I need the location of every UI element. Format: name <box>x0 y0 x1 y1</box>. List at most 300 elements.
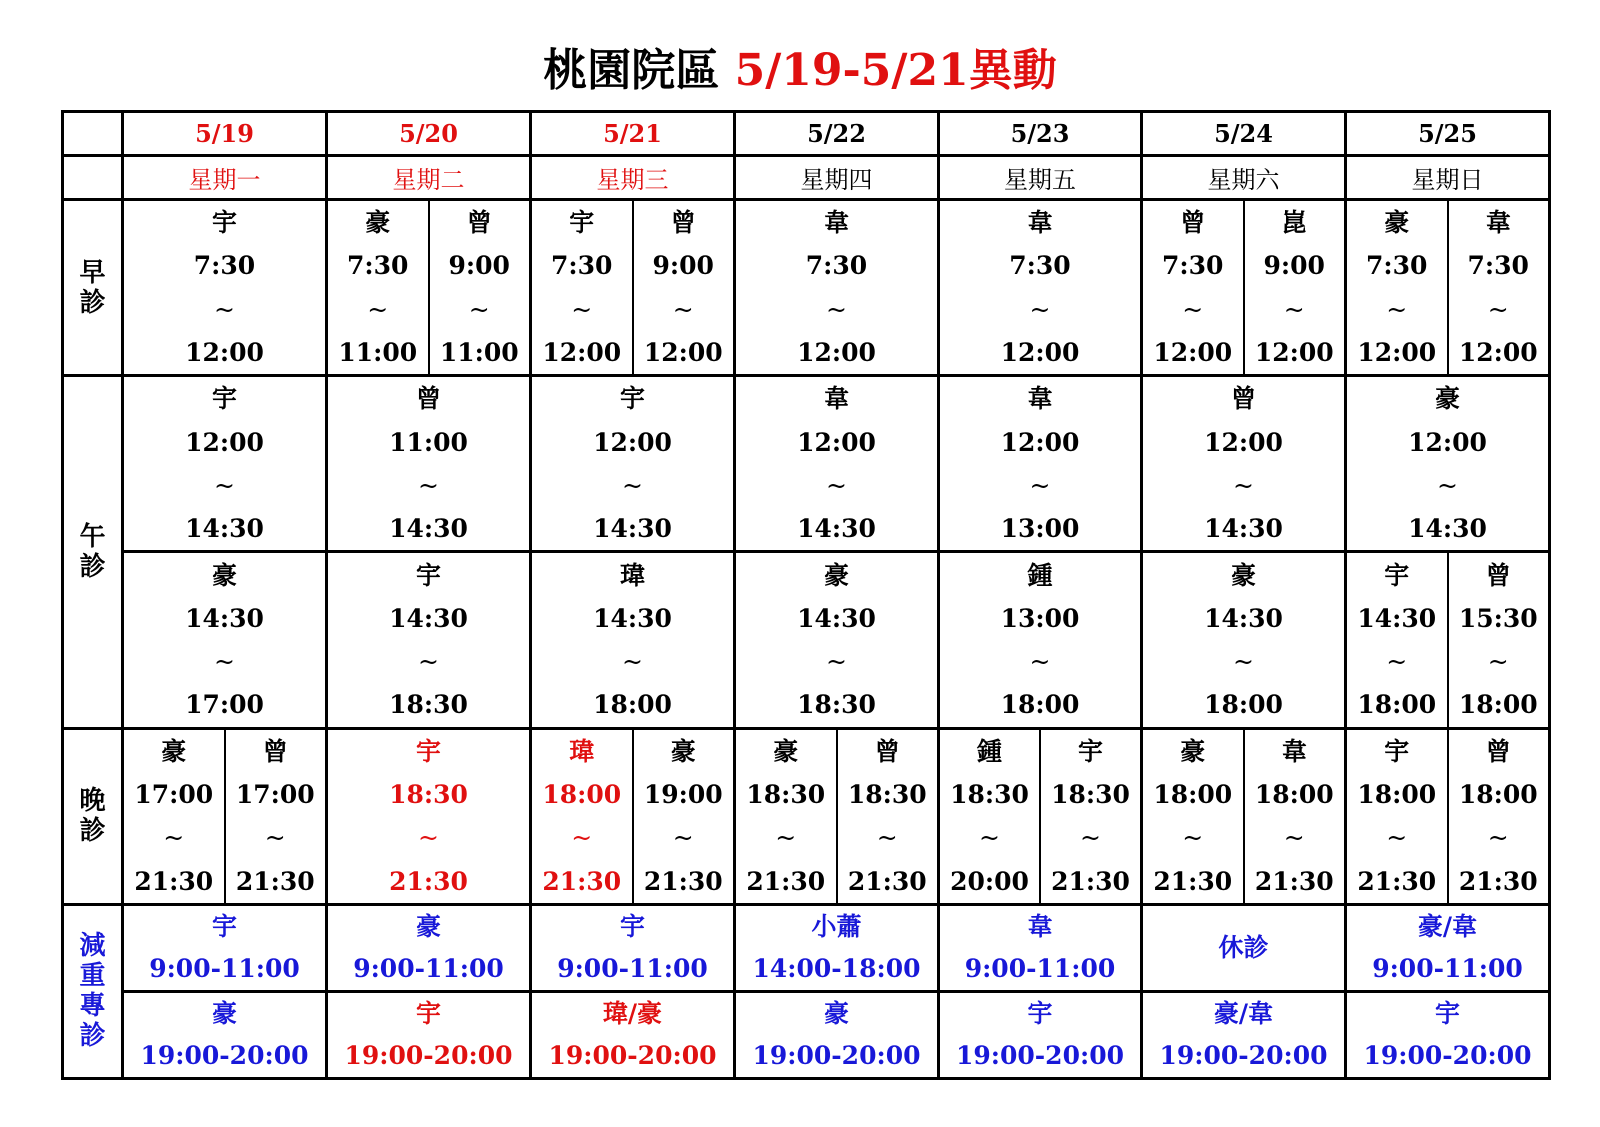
doctor-name: 瑋 <box>569 736 595 766</box>
slot-group <box>532 377 733 550</box>
time-separator: ~ <box>1283 294 1305 324</box>
time-separator: ~ <box>418 470 439 500</box>
start-time: 7:30 <box>805 251 868 281</box>
schedule-slot <box>1447 201 1549 374</box>
schedule-table <box>61 110 1551 1080</box>
schedule-cell <box>123 728 327 904</box>
doctor-name: 豪 <box>773 736 799 766</box>
end-time: 21:30 <box>134 866 214 896</box>
doctor-name: 豪 <box>670 736 696 766</box>
schedule-slot <box>532 201 632 374</box>
schedule-slot <box>1243 201 1345 374</box>
end-time: 14:30 <box>185 514 264 544</box>
reduction-slot <box>328 906 529 990</box>
reduction-cell <box>1346 904 1550 991</box>
start-time: 14:30 <box>185 603 264 633</box>
clinic-time: 19:00-20:00 <box>548 1040 717 1070</box>
start-time: 7:30 <box>193 251 256 281</box>
clinic-time: 9:00-11:00 <box>964 953 1116 983</box>
schedule-slot <box>124 377 325 550</box>
schedule-slot <box>1347 553 1447 726</box>
schedule-slot <box>1039 730 1140 903</box>
schedule-slot <box>1347 730 1447 903</box>
reduction-cell <box>939 904 1142 991</box>
end-time: 13:00 <box>1000 514 1080 544</box>
doctor-name: 瑋 <box>619 560 645 590</box>
slot-group <box>328 201 529 374</box>
reduction-row-1 <box>63 904 1550 991</box>
schedule-cell <box>939 728 1142 904</box>
time-separator: ~ <box>672 294 694 324</box>
end-time: 14:30 <box>1204 514 1283 544</box>
end-time: 18:00 <box>1204 690 1283 720</box>
start-time: 14:30 <box>593 603 672 633</box>
time-separator: ~ <box>418 823 439 853</box>
start-time: 12:00 <box>1408 427 1487 457</box>
reduction-slot <box>532 993 733 1077</box>
reduction-slot <box>940 906 1140 990</box>
doctor-name: 豪 <box>823 560 849 590</box>
date-row <box>63 112 1550 156</box>
start-time: 9:00 <box>1263 251 1325 281</box>
schedule-slot <box>632 201 734 374</box>
doctor-name: 宇 <box>619 911 645 941</box>
start-time: 17:00 <box>235 780 315 809</box>
slot-group <box>1143 377 1344 550</box>
clinic-time: 9:00-11:00 <box>557 953 708 983</box>
doctor-name: 宇 <box>1027 998 1053 1028</box>
doctor-name: 崑 <box>1281 208 1307 238</box>
slot-group <box>736 201 937 374</box>
start-time: 18:00 <box>1153 780 1233 809</box>
reduction-cell <box>531 991 735 1078</box>
doctor-name: 豪 <box>823 998 849 1028</box>
doctor-name: 宇 <box>211 208 237 238</box>
weekday-cell: 星期三 <box>531 156 735 200</box>
clinic-time: 9:00-11:00 <box>1372 953 1523 983</box>
doctor-name: 豪 <box>1434 384 1460 414</box>
doctor-name: 鍾 <box>976 736 1002 766</box>
start-time: 12:00 <box>593 427 672 457</box>
reduction-cell <box>531 904 735 991</box>
doctor-name: 曾 <box>1230 384 1256 414</box>
schedule-slot <box>328 730 529 903</box>
weekday-cell: 星期五 <box>939 156 1142 200</box>
doctor-name: 宇 <box>1434 998 1460 1028</box>
reduction-slot <box>532 906 733 990</box>
session-label-text: 早診 <box>79 257 106 318</box>
reduction-slot <box>124 906 325 990</box>
schedule-cell <box>735 376 939 552</box>
schedule-slot <box>428 201 530 374</box>
schedule-slot <box>224 730 326 903</box>
doctor-name: 豪 <box>211 560 237 590</box>
time-separator: ~ <box>264 823 286 853</box>
time-separator: ~ <box>1487 647 1509 677</box>
start-time: 18:00 <box>542 780 622 809</box>
slot-group <box>940 201 1140 374</box>
clinic-time: 19:00-20:00 <box>140 1040 309 1070</box>
doctor-name: 豪 <box>1384 208 1410 238</box>
reduction-slot <box>940 993 1140 1077</box>
schedule-slot <box>532 730 632 903</box>
schedule-cell <box>123 376 327 552</box>
weekday-cell: 星期一 <box>123 156 327 200</box>
time-separator: ~ <box>1386 823 1408 853</box>
date-cell: 5/20 <box>327 112 531 156</box>
schedule-cell <box>531 376 735 552</box>
slot-group <box>1347 730 1548 903</box>
schedule-cell <box>531 552 735 728</box>
date-cell: 5/22 <box>735 112 939 156</box>
end-time: 21:30 <box>746 866 826 896</box>
schedule-slot <box>940 730 1039 903</box>
time-separator: ~ <box>775 823 797 853</box>
date-cell: 5/25 <box>1346 112 1550 156</box>
time-separator: ~ <box>214 647 235 677</box>
time-separator: ~ <box>1233 470 1254 500</box>
start-time: 18:30 <box>847 780 927 809</box>
schedule-cell <box>939 200 1142 376</box>
clinic-time: 9:00-11:00 <box>353 953 504 983</box>
corner-cell <box>63 112 123 156</box>
date-cell: 5/24 <box>1142 112 1346 156</box>
end-time: 11:00 <box>338 338 418 368</box>
time-separator: ~ <box>622 470 643 500</box>
schedule-cell <box>1142 376 1346 552</box>
slot-group <box>328 377 529 550</box>
slot-group <box>736 553 937 726</box>
time-separator: ~ <box>1182 294 1204 324</box>
doctor-name: 曾 <box>415 384 441 414</box>
end-time: 21:30 <box>1458 866 1538 896</box>
schedule-slot <box>940 553 1140 726</box>
time-separator: ~ <box>1029 294 1051 324</box>
end-time: 12:00 <box>1458 338 1538 368</box>
end-time: 21:30 <box>1254 866 1334 896</box>
end-time: 12:00 <box>185 338 264 368</box>
start-time: 14:30 <box>797 603 876 633</box>
slot-group <box>124 730 325 903</box>
schedule-cell <box>735 200 939 376</box>
start-time: 14:30 <box>1357 603 1437 633</box>
reduction-cell <box>735 991 939 1078</box>
schedule-cell <box>939 552 1142 728</box>
time-separator: ~ <box>1487 294 1509 324</box>
start-time: 14:30 <box>389 603 468 633</box>
session-label-text: 午診 <box>79 521 106 582</box>
end-time: 20:00 <box>950 866 1029 896</box>
doctor-name: 曾 <box>1180 208 1206 238</box>
schedule-slot <box>328 201 428 374</box>
slot-group <box>940 730 1140 903</box>
doctor-name: 韋 <box>823 384 849 414</box>
date-cell: 5/21 <box>531 112 735 156</box>
start-time: 15:30 <box>1458 603 1538 633</box>
reduction-slot <box>1347 906 1548 990</box>
schedule-cell <box>327 200 531 376</box>
time-separator: ~ <box>1182 823 1204 853</box>
reduction-slot <box>736 906 937 990</box>
weekday-cell: 星期日 <box>1346 156 1550 200</box>
time-separator: ~ <box>1283 823 1305 853</box>
doctor-name: 鍾 <box>1027 560 1053 590</box>
time-separator: ~ <box>214 294 235 324</box>
title-highlight: 5/19-5/21異動 <box>734 45 1057 96</box>
time-separator: ~ <box>1080 823 1101 853</box>
weekday-cell: 星期四 <box>735 156 939 200</box>
time-separator: ~ <box>418 647 439 677</box>
reduction-slot <box>1143 906 1344 990</box>
time-separator: ~ <box>672 823 694 853</box>
doctor-name: 豪 <box>161 736 187 766</box>
slot-group <box>328 730 529 903</box>
time-separator: ~ <box>876 823 898 853</box>
slot-group <box>1347 553 1548 726</box>
start-time: 18:30 <box>746 780 826 809</box>
time-separator: ~ <box>826 294 847 324</box>
doctor-name: 宇 <box>1077 736 1103 766</box>
schedule-slot <box>532 377 733 550</box>
doctor-name: 豪/韋 <box>1213 998 1274 1028</box>
afternoon-row-1 <box>63 376 1550 552</box>
reduction-cell <box>327 904 531 991</box>
start-time: 18:00 <box>1357 780 1437 809</box>
start-time: 12:00 <box>797 427 876 457</box>
doctor-name: 豪 <box>211 998 237 1028</box>
schedule-slot <box>1143 377 1344 550</box>
end-time: 12:00 <box>1000 338 1080 368</box>
title-main: 桃園院區 <box>543 45 720 96</box>
weekday-cell: 星期六 <box>1142 156 1346 200</box>
weekday-cell: 星期二 <box>327 156 531 200</box>
clinic-time: 9:00-11:00 <box>149 953 300 983</box>
start-time: 12:00 <box>1204 427 1283 457</box>
clinic-time: 14:00-18:00 <box>752 953 921 983</box>
slot-group <box>1143 553 1344 726</box>
doctor-name: 宇 <box>1384 736 1410 766</box>
end-time: 21:30 <box>389 866 468 896</box>
reduction-cell <box>123 904 327 991</box>
reduction-slot <box>1143 993 1344 1077</box>
reduction-cell <box>939 991 1142 1078</box>
end-time: 12:00 <box>542 338 622 368</box>
schedule-cell <box>1346 728 1550 904</box>
session-label-morning <box>63 200 123 376</box>
doctor-name: 豪 <box>415 911 441 941</box>
schedule-slot <box>124 730 224 903</box>
time-separator: ~ <box>367 294 389 324</box>
end-time: 18:30 <box>389 690 468 720</box>
doctor-name: 曾 <box>466 208 492 238</box>
time-separator: ~ <box>826 647 847 677</box>
schedule-slot <box>736 201 937 374</box>
schedule-slot <box>1243 730 1345 903</box>
doctor-name: 韋 <box>1027 208 1053 238</box>
schedule-slot <box>328 553 529 726</box>
doctor-name: 宇 <box>569 208 595 238</box>
doctor-name: 韋 <box>1485 208 1511 238</box>
schedule-slot <box>736 553 937 726</box>
schedule-cell <box>1346 376 1550 552</box>
end-time: 11:00 <box>439 338 519 368</box>
end-time: 14:30 <box>593 514 672 544</box>
doctor-name: 韋 <box>1027 911 1053 941</box>
date-cell: 5/23 <box>939 112 1142 156</box>
start-time: 18:00 <box>1254 780 1334 809</box>
reduction-row-2 <box>63 991 1550 1078</box>
reduction-cell <box>1142 991 1346 1078</box>
doctor-name: 韋 <box>1027 384 1053 414</box>
doctor-name: 韋 <box>823 208 849 238</box>
slot-group <box>1143 201 1344 374</box>
end-time: 21:30 <box>1357 866 1437 896</box>
start-time: 7:30 <box>347 251 409 281</box>
clinic-time: 19:00-20:00 <box>344 1040 513 1070</box>
end-time: 14:30 <box>797 514 876 544</box>
end-time: 12:00 <box>1153 338 1233 368</box>
start-time: 18:30 <box>389 780 468 809</box>
doctor-name: 曾 <box>670 208 696 238</box>
session-label-reduction <box>63 904 123 1078</box>
start-time: 14:30 <box>1204 603 1283 633</box>
end-time: 14:30 <box>1408 514 1487 544</box>
schedule-slot <box>940 201 1140 374</box>
doctor-name: 宇 <box>619 384 645 414</box>
schedule-cell <box>939 376 1142 552</box>
end-time: 21:30 <box>643 866 723 896</box>
doctor-name: 豪 <box>1180 736 1206 766</box>
doctor-name: 豪/韋 <box>1417 911 1478 941</box>
reduction-cell <box>1142 904 1346 991</box>
clinic-time: 19:00-20:00 <box>956 1040 1124 1070</box>
session-label-evening <box>63 728 123 904</box>
start-time: 7:30 <box>551 251 613 281</box>
reduction-cell <box>327 991 531 1078</box>
schedule-slot <box>328 377 529 550</box>
doctor-name: 宇 <box>1384 560 1410 590</box>
schedule-cell <box>1142 728 1346 904</box>
schedule-cell <box>735 728 939 904</box>
time-separator: ~ <box>1029 470 1051 500</box>
start-time: 9:00 <box>448 251 510 281</box>
slot-group <box>124 377 325 550</box>
end-time: 12:00 <box>1357 338 1437 368</box>
schedule-slot <box>736 730 836 903</box>
schedule-slot <box>124 553 325 726</box>
afternoon-row-2 <box>63 552 1550 728</box>
end-time: 21:30 <box>847 866 927 896</box>
page-title <box>0 36 1600 106</box>
schedule-slot <box>1347 201 1447 374</box>
doctor-name: 韋 <box>1281 736 1307 766</box>
time-separator: ~ <box>571 823 593 853</box>
doctor-name: 曾 <box>1485 560 1511 590</box>
slot-group <box>1347 377 1548 550</box>
start-time: 17:00 <box>134 780 214 809</box>
start-time: 9:00 <box>652 251 714 281</box>
schedule-slot <box>1143 201 1243 374</box>
schedule-slot <box>1447 730 1549 903</box>
doctor-name: 宇 <box>415 998 441 1028</box>
doctor-name: 小蕭 <box>811 911 862 941</box>
schedule-slot <box>736 377 937 550</box>
end-time: 21:30 <box>1153 866 1233 896</box>
corner-cell <box>63 156 123 200</box>
slot-group <box>532 730 733 903</box>
doctor-name: 豪 <box>365 208 391 238</box>
doctor-name: 曾 <box>1485 736 1511 766</box>
reduction-cell <box>735 904 939 991</box>
end-time: 21:30 <box>542 866 622 896</box>
schedule-slot <box>1347 377 1548 550</box>
slot-group <box>736 377 937 550</box>
evening-row <box>63 728 1550 904</box>
slot-group <box>940 553 1140 726</box>
end-time: 18:00 <box>1357 690 1437 720</box>
time-separator: ~ <box>1029 647 1051 677</box>
doctor-name: 宇 <box>211 384 237 414</box>
session-label-afternoon <box>63 376 123 728</box>
end-time: 18:30 <box>797 690 876 720</box>
time-separator: ~ <box>163 823 185 853</box>
reduction-slot <box>736 993 937 1077</box>
slot-group <box>736 730 937 903</box>
time-separator: ~ <box>1386 647 1408 677</box>
time-separator: ~ <box>826 470 847 500</box>
schedule-cell <box>1346 552 1550 728</box>
end-time: 12:00 <box>643 338 723 368</box>
schedule-cell <box>1346 200 1550 376</box>
schedule-slot <box>1143 553 1344 726</box>
reduction-cell <box>123 991 327 1078</box>
weekday-row <box>63 156 1550 200</box>
start-time: 12:00 <box>185 427 264 457</box>
time-separator: ~ <box>468 294 490 324</box>
doctor-name: 曾 <box>262 736 288 766</box>
slot-group <box>1347 201 1548 374</box>
session-label-text: 減重專診 <box>79 931 106 1052</box>
start-time: 13:00 <box>1000 603 1080 633</box>
end-time: 18:00 <box>1000 690 1080 720</box>
slot-group <box>124 201 325 374</box>
start-time: 11:00 <box>389 427 468 457</box>
start-time: 19:00 <box>643 780 723 809</box>
doctor-name: 宇 <box>415 560 441 590</box>
session-label-text: 晚診 <box>79 786 106 847</box>
end-time: 14:30 <box>389 514 468 544</box>
start-time: 7:30 <box>1009 251 1071 281</box>
doctor-name: 宇 <box>211 911 237 941</box>
end-time: 21:30 <box>235 866 315 896</box>
time-separator: ~ <box>979 823 1000 853</box>
start-time: 18:30 <box>1051 780 1130 809</box>
schedule-cell <box>327 376 531 552</box>
schedule-slot <box>124 201 325 374</box>
reduction-cell <box>1346 991 1550 1078</box>
schedule-slot <box>836 730 938 903</box>
end-time: 17:00 <box>185 690 264 720</box>
time-separator: ~ <box>1233 647 1254 677</box>
schedule-cell <box>1142 552 1346 728</box>
schedule-slot <box>632 730 734 903</box>
reduction-slot <box>124 993 325 1077</box>
reduction-slot <box>328 993 529 1077</box>
slot-group <box>124 553 325 726</box>
time-separator: ~ <box>214 470 235 500</box>
schedule-cell <box>1142 200 1346 376</box>
start-time: 18:30 <box>950 780 1029 809</box>
